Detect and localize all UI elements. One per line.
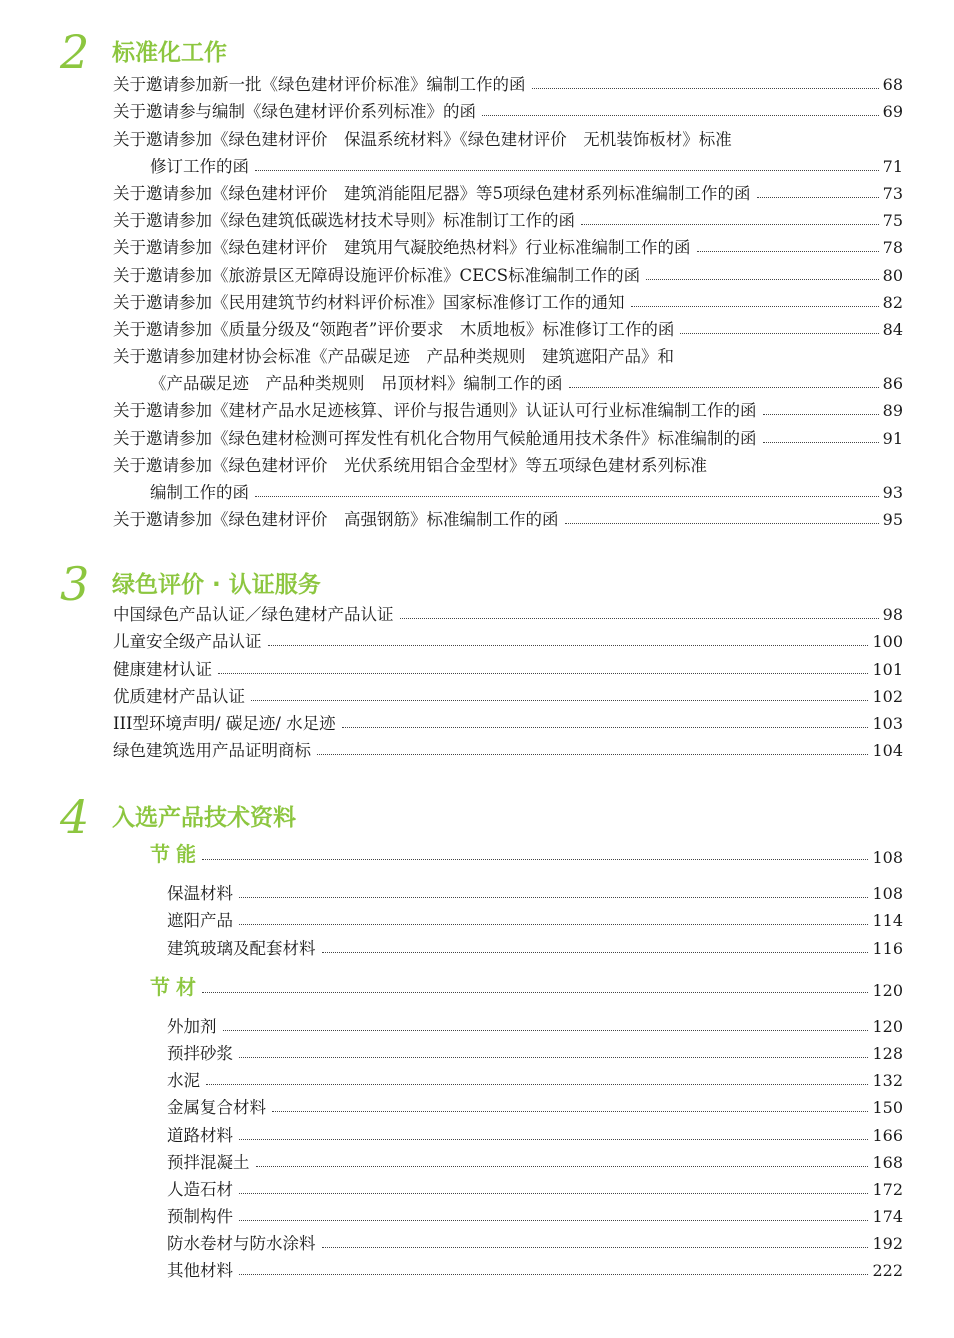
toc-page-number: 102 bbox=[872, 686, 903, 706]
section-number: 4 bbox=[60, 790, 90, 844]
toc-page-number: 93 bbox=[882, 483, 903, 502]
dot-leader bbox=[317, 754, 868, 755]
dot-leader bbox=[581, 224, 879, 225]
subgroup-title: 节材 bbox=[150, 974, 202, 999]
toc-page-number: 114 bbox=[872, 911, 903, 931]
dot-leader bbox=[239, 1057, 868, 1058]
subgroup-list bbox=[150, 837, 903, 1281]
toc-page-number: 150 bbox=[872, 1098, 903, 1118]
dot-leader bbox=[256, 1166, 869, 1167]
dot-leader bbox=[255, 170, 879, 171]
toc-entry[interactable] bbox=[167, 1146, 903, 1173]
dot-leader bbox=[757, 197, 879, 198]
toc-entry[interactable] bbox=[113, 177, 903, 204]
dot-leader bbox=[202, 859, 868, 860]
dot-leader bbox=[251, 700, 868, 701]
toc-page-number: 84 bbox=[882, 319, 903, 339]
toc-entry[interactable] bbox=[167, 877, 903, 904]
toc-entry-title: 防水卷材与防水涂料 bbox=[167, 1234, 316, 1254]
toc-page-number: 86 bbox=[882, 374, 903, 394]
dot-leader bbox=[218, 673, 868, 674]
toc-entry-title: 其他材料 bbox=[167, 1261, 233, 1281]
toc-entry[interactable] bbox=[113, 503, 903, 530]
toc-entry-title: III型环境声明/ 碳足迹/ 水足迹 bbox=[113, 713, 336, 733]
toc-page-number: 91 bbox=[882, 428, 903, 448]
toc-entry-title: 水泥 bbox=[167, 1071, 200, 1091]
toc-entry[interactable] bbox=[113, 150, 903, 177]
toc-entry-title: 关于邀请参加《建材产品水足迹核算、评价与报告通则》认证认可行业标准编制工作的函 bbox=[113, 401, 757, 421]
toc-page-number: 100 bbox=[872, 632, 903, 652]
toc-page-number: 108 bbox=[872, 884, 903, 904]
dot-leader bbox=[223, 1030, 869, 1031]
toc-entry-title: 关于邀请参加《绿色建材检测可挥发性有机化合物用气候舱通用技术条件》标准编制的函 bbox=[113, 428, 757, 448]
toc-entry-title: 《产品碳足迹 产品种类规则 吊顶材料》编制工作的函 bbox=[150, 374, 563, 394]
toc-entry-title: 预拌混凝土 bbox=[167, 1152, 250, 1172]
toc-page-number: 101 bbox=[872, 659, 903, 679]
dot-leader bbox=[239, 1193, 868, 1194]
dot-leader bbox=[239, 1139, 868, 1140]
dot-leader bbox=[565, 523, 879, 524]
toc-entry[interactable] bbox=[113, 421, 903, 448]
toc-entry[interactable] bbox=[113, 122, 903, 149]
toc-entry-title: 预制构件 bbox=[167, 1207, 233, 1227]
section-number: 3 bbox=[60, 557, 90, 611]
toc-entry[interactable] bbox=[113, 707, 903, 734]
toc-entry[interactable] bbox=[113, 680, 903, 707]
toc-entry[interactable] bbox=[167, 1118, 903, 1145]
toc-page-number: 75 bbox=[882, 211, 903, 231]
toc-entry[interactable] bbox=[113, 598, 903, 625]
toc-entry[interactable] bbox=[113, 625, 903, 652]
toc-entry-title: 关于邀请参加《绿色建材评价 保温系统材料》《绿色建材评价 无机装饰板材》标准 bbox=[113, 129, 732, 149]
toc-page-number: 172 bbox=[872, 1179, 903, 1199]
subgroup-title: 节能 bbox=[150, 842, 202, 866]
toc-entry[interactable] bbox=[113, 449, 903, 476]
toc-entry[interactable] bbox=[113, 286, 903, 313]
section-title: 绿色评价 · 认证服务 bbox=[112, 572, 321, 598]
toc-entry[interactable] bbox=[113, 652, 903, 679]
toc-page-number: 132 bbox=[872, 1071, 903, 1091]
toc-entry[interactable] bbox=[113, 367, 903, 394]
subgroup-heading[interactable] bbox=[150, 837, 903, 867]
toc-page-number: 68 bbox=[882, 75, 903, 95]
toc-page-number: 71 bbox=[882, 156, 903, 176]
toc-entry-title: 关于邀请参加新一批《绿色建材评价标准》编制工作的函 bbox=[113, 75, 526, 95]
toc-entry-title: 道路材料 bbox=[167, 1125, 233, 1145]
toc-entry[interactable] bbox=[167, 1254, 903, 1281]
dot-leader bbox=[239, 1220, 868, 1221]
dot-leader bbox=[239, 1274, 868, 1275]
toc-entry-title: 关于邀请参加《民用建筑节约材料评价标准》国家标准修订工作的通知 bbox=[113, 292, 625, 312]
toc-entry[interactable] bbox=[113, 476, 903, 503]
toc-entry[interactable] bbox=[113, 313, 903, 340]
section-title: 标准化工作 bbox=[112, 40, 227, 66]
toc-page-number: 166 bbox=[872, 1125, 903, 1145]
toc-page-number: 168 bbox=[872, 1152, 903, 1172]
toc-entry[interactable] bbox=[167, 904, 903, 931]
toc-entry-title: 关于邀请参加《绿色建材评价 光伏系统用铝合金型材》等五项绿色建材系列标准 bbox=[113, 455, 707, 475]
toc-entry-title: 外加剂 bbox=[167, 1016, 217, 1036]
toc-page-number: 108 bbox=[872, 848, 903, 867]
toc-entry-title: 人造石材 bbox=[167, 1179, 233, 1199]
toc-entry-title: 预拌砂浆 bbox=[167, 1043, 233, 1063]
toc-entry[interactable] bbox=[167, 1010, 903, 1037]
toc-page-number: 73 bbox=[882, 183, 903, 203]
toc-entry[interactable] bbox=[113, 95, 903, 122]
toc-list bbox=[113, 68, 903, 530]
toc-page-number: 192 bbox=[872, 1234, 903, 1254]
toc-entry-title: 中国绿色产品认证／绿色建材产品认证 bbox=[113, 605, 394, 625]
toc-entry[interactable] bbox=[167, 1091, 903, 1118]
spacer bbox=[150, 959, 903, 970]
dot-leader bbox=[680, 333, 878, 334]
dot-leader bbox=[763, 414, 879, 415]
toc-page-number: 95 bbox=[882, 510, 903, 530]
toc-entry[interactable] bbox=[167, 1200, 903, 1227]
dot-leader bbox=[239, 924, 868, 925]
toc-entry[interactable] bbox=[113, 204, 903, 231]
toc-entry-title: 关于邀请参加《绿色建材评价 建筑消能阻尼器》等5项绿色建材系列标准编制工作的函 bbox=[113, 183, 751, 203]
subgroup-items bbox=[167, 1010, 903, 1282]
dot-leader bbox=[646, 279, 879, 280]
toc-page-number: 120 bbox=[872, 1016, 903, 1036]
toc-entry[interactable] bbox=[113, 340, 903, 367]
toc-entry[interactable] bbox=[167, 1227, 903, 1254]
toc-page-number: 120 bbox=[872, 980, 903, 1000]
toc-entry-title: 建筑玻璃及配套材料 bbox=[167, 938, 316, 958]
toc-entry-title: 儿童安全级产品认证 bbox=[113, 632, 262, 652]
section-number: 2 bbox=[60, 25, 90, 79]
dot-leader bbox=[255, 496, 879, 497]
toc-page-number: 78 bbox=[882, 238, 903, 258]
toc-entry[interactable] bbox=[167, 931, 903, 958]
dot-leader bbox=[569, 387, 879, 388]
toc-entry-title: 关于邀请参加《绿色建材评价 建筑用气凝胶绝热材料》行业标准编制工作的函 bbox=[113, 238, 691, 258]
dot-leader bbox=[482, 115, 879, 116]
toc-entry-title: 关于邀请参加建材协会标准《产品碳足迹 产品种类规则 建筑遮阳产品》和 bbox=[113, 347, 674, 367]
dot-leader bbox=[532, 88, 879, 89]
toc-entry[interactable] bbox=[113, 394, 903, 421]
toc-entry-title: 保温材料 bbox=[167, 884, 233, 904]
toc-entry-title: 关于邀请参与编制《绿色建材评价系列标准》的函 bbox=[113, 102, 476, 122]
toc-entry[interactable] bbox=[113, 68, 903, 95]
dot-leader bbox=[763, 442, 879, 443]
dot-leader bbox=[697, 251, 879, 252]
toc-page-number: 222 bbox=[872, 1261, 903, 1281]
dot-leader bbox=[272, 1111, 868, 1112]
toc-entry-title: 编制工作的函 bbox=[150, 483, 249, 502]
dot-leader bbox=[268, 645, 869, 646]
toc-entry-title: 金属复合材料 bbox=[167, 1098, 266, 1118]
toc-entry[interactable] bbox=[167, 1037, 903, 1064]
dot-leader bbox=[239, 897, 868, 898]
subgroup-items bbox=[167, 877, 903, 959]
toc-page-number: 98 bbox=[882, 605, 903, 625]
dot-leader bbox=[342, 727, 869, 728]
toc-entry-title: 健康建材认证 bbox=[113, 659, 212, 679]
dot-leader bbox=[322, 952, 869, 953]
toc-entry[interactable] bbox=[113, 258, 903, 285]
toc-entry-title: 关于邀请参加《质量分级及“领跑者”评价要求 木质地板》标准修订工作的函 bbox=[113, 319, 675, 339]
toc-entry-title: 遮阳产品 bbox=[167, 911, 233, 931]
toc-page-number: 128 bbox=[872, 1043, 903, 1063]
toc-entry[interactable] bbox=[113, 734, 903, 761]
toc-entry-title: 修订工作的函 bbox=[150, 156, 249, 176]
toc-page-number: 174 bbox=[872, 1207, 903, 1227]
dot-leader bbox=[631, 306, 879, 307]
toc-entry-title: 关于邀请参加《旅游景区无障碍设施评价标准》CECS标准编制工作的函 bbox=[113, 265, 641, 285]
toc-page-number: 103 bbox=[872, 713, 903, 733]
toc-entry-title: 绿色建筑选用产品证明商标 bbox=[113, 741, 311, 761]
toc-entry[interactable] bbox=[167, 1064, 903, 1091]
toc-page-number: 116 bbox=[872, 938, 903, 958]
toc-page-number: 104 bbox=[872, 741, 903, 761]
toc-entry[interactable] bbox=[113, 231, 903, 258]
toc-list bbox=[113, 598, 903, 761]
toc-entry-title: 关于邀请参加《绿色建筑低碳选材技术导则》标准制订工作的函 bbox=[113, 211, 575, 231]
toc-entry-title: 优质建材产品认证 bbox=[113, 686, 245, 706]
toc-entry[interactable] bbox=[167, 1173, 903, 1200]
toc-entry-title: 关于邀请参加《绿色建材评价 高强钢筋》标准编制工作的函 bbox=[113, 510, 559, 530]
subgroup-heading[interactable] bbox=[150, 970, 903, 1000]
section-title: 入选产品技术资料 bbox=[112, 805, 296, 831]
dot-leader bbox=[400, 618, 879, 619]
toc-page-number: 89 bbox=[882, 401, 903, 421]
dot-leader bbox=[202, 992, 868, 993]
dot-leader bbox=[322, 1247, 869, 1248]
toc-page-number: 82 bbox=[882, 292, 903, 312]
toc-page-number: 69 bbox=[882, 102, 903, 122]
dot-leader bbox=[206, 1084, 868, 1085]
toc-page-number: 80 bbox=[882, 265, 903, 285]
